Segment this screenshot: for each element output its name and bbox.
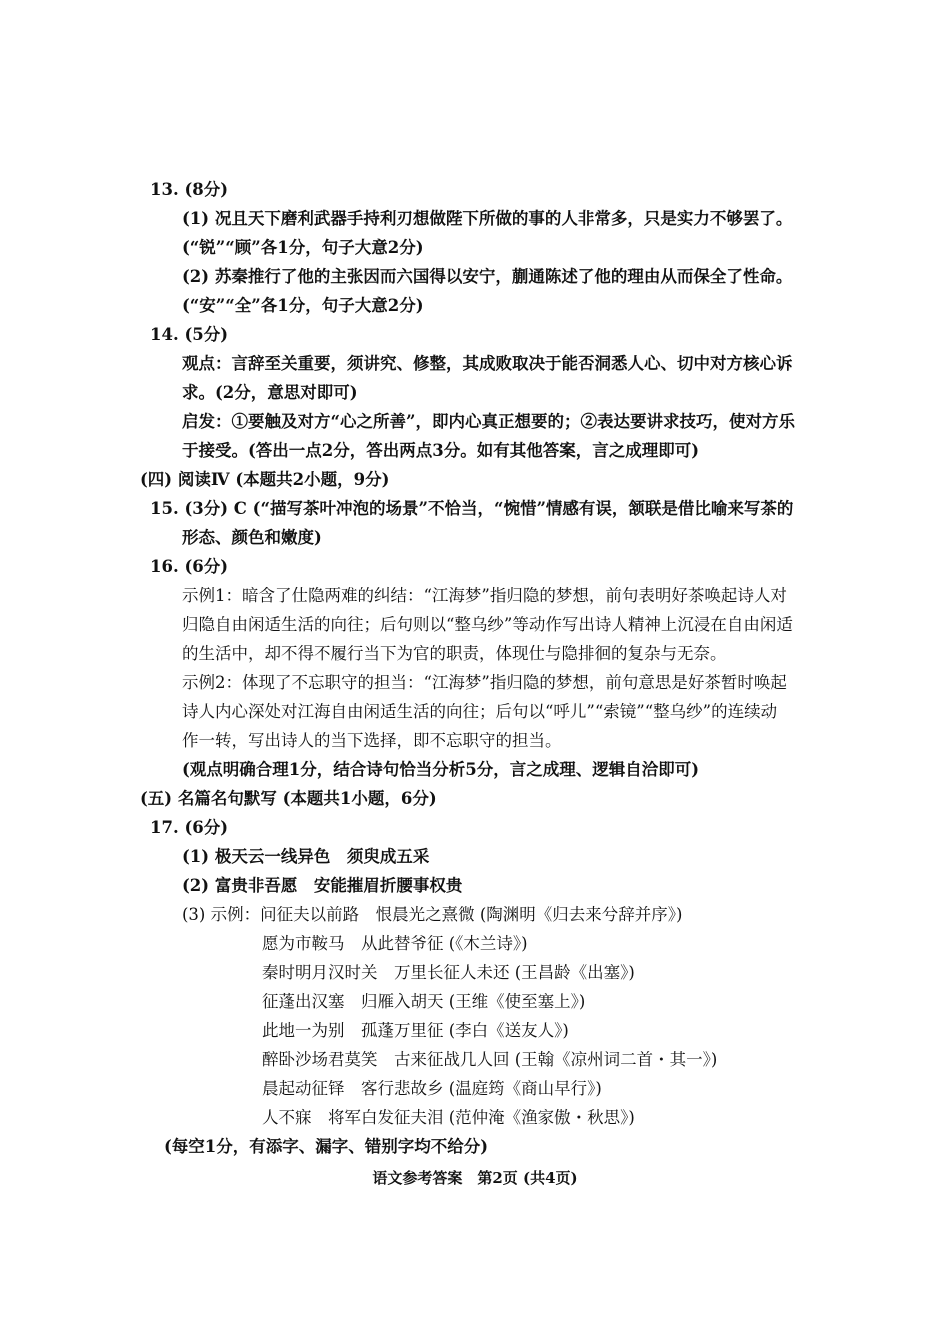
- q14-viewpoint-line-2: 求。(2分，意思对即可): [182, 383, 358, 402]
- q17-example-line: 晨起动征铎 客行悲故乡 (温庭筠《商山早行》): [262, 1079, 602, 1098]
- q15-answer-line-1: 15. (3分) C (“描写茶叶冲泡的场景”不恰当，“惋惜”情感有误，颔联是借比喻来写茶的: [150, 499, 794, 518]
- q13-scoring-2: (“安”“全”各1分，句子大意2分): [182, 296, 424, 315]
- q16-example-2-line-3: 作一转，写出诗人的当下选择，即不忘职守的担当。: [182, 731, 562, 750]
- section-5-heading: (五) 名篇名句默写 (本题共1小题，6分): [140, 789, 437, 808]
- q16-heading: 16. (6分): [150, 557, 229, 576]
- q14-inspiration-line-1: 启发：①要触及对方“心之所善”，即内心真正想要的；②表达要讲求技巧，使对方乐: [182, 412, 795, 431]
- q13-heading: 13. (8分): [150, 180, 229, 199]
- q13-answer-2: (2) 苏秦推行了他的主张因而六国得以安宁，蒯通陈述了他的理由从而保全了性命。: [182, 267, 793, 286]
- q17-blank-3-intro: (3) 示例：问征夫以前路 恨晨光之熹微 (陶渊明《归去来兮辞并序》): [182, 905, 683, 924]
- q17-example-line: 人不寐 将军白发征夫泪 (范仲淹《渔家傲・秋思》): [262, 1108, 635, 1127]
- q17-blank-1: (1) 极天云一线异色 须臾成五采: [182, 847, 430, 866]
- q13-scoring-1: (“锐”“顾”各1分，句子大意2分): [182, 238, 424, 257]
- q13-answer-1: (1) 况且天下磨利武器手持利刃想做陛下所做的事的人非常多，只是实力不够罢了。: [182, 209, 793, 228]
- q17-scoring-note: (每空1分，有添字、漏字、错别字均不给分): [164, 1137, 489, 1156]
- q17-example-line: 此地一为别 孤蓬万里征 (李白《送友人》): [262, 1021, 569, 1040]
- q14-inspiration-line-2: 于接受。(答出一点2分，答出两点3分。如有其他答案，言之成理即可): [182, 441, 700, 460]
- q17-example-line: 醉卧沙场君莫笑 古来征战几人回 (王翰《凉州词二首・其一》): [262, 1050, 718, 1069]
- q17-heading: 17. (6分): [150, 818, 229, 837]
- q16-example-1-line-2: 归隐自由闲适生活的向往；后句则以“整乌纱”等动作写出诗人精神上沉浸在自由闲适: [182, 615, 793, 634]
- q14-viewpoint-line-1: 观点：言辞至关重要，须讲究、修整，其成败取决于能否洞悉人心、切中对方核心诉: [182, 354, 793, 373]
- q15-answer-line-2: 形态、颜色和嫩度): [182, 528, 322, 547]
- q16-scoring: (观点明确合理1分，结合诗句恰当分析5分，言之成理、逻辑自洽即可): [182, 760, 700, 779]
- section-4-heading: (四) 阅读Ⅳ (本题共2小题，9分): [140, 470, 390, 489]
- q16-example-2-line-1: 示例2：体现了不忘职守的担当：“江海梦”指归隐的梦想，前句意思是好茶暂时唤起: [182, 673, 787, 692]
- q17-blank-2: (2) 富贵非吾愿 安能摧眉折腰事权贵: [182, 876, 463, 895]
- q14-heading: 14. (5分): [150, 325, 229, 344]
- q16-example-1-line-1: 示例1：暗含了仕隐两难的纠结：“江海梦”指归隐的梦想，前句表明好茶唤起诗人对: [182, 586, 787, 605]
- q17-example-line: 秦时明月汉时关 万里长征人未还 (王昌龄《出塞》): [262, 963, 635, 982]
- q17-example-line: 愿为市鞍马 从此替爷征 (《木兰诗》): [262, 934, 528, 953]
- q16-example-1-line-3: 的生活中，却不得不履行当下为官的职责，体现仕与隐排徊的复杂与无奈。: [182, 644, 727, 663]
- q17-example-line: 征蓬出汉塞 归雁入胡天 (王维《使至塞上》): [262, 992, 586, 1011]
- page-footer: 语文参考答案 第2页 (共4页): [372, 1169, 578, 1187]
- q16-example-2-line-2: 诗人内心深处对江海自由闲适生活的向往；后句以“呼儿”“索镜”“整乌纱”的连续动: [182, 702, 778, 721]
